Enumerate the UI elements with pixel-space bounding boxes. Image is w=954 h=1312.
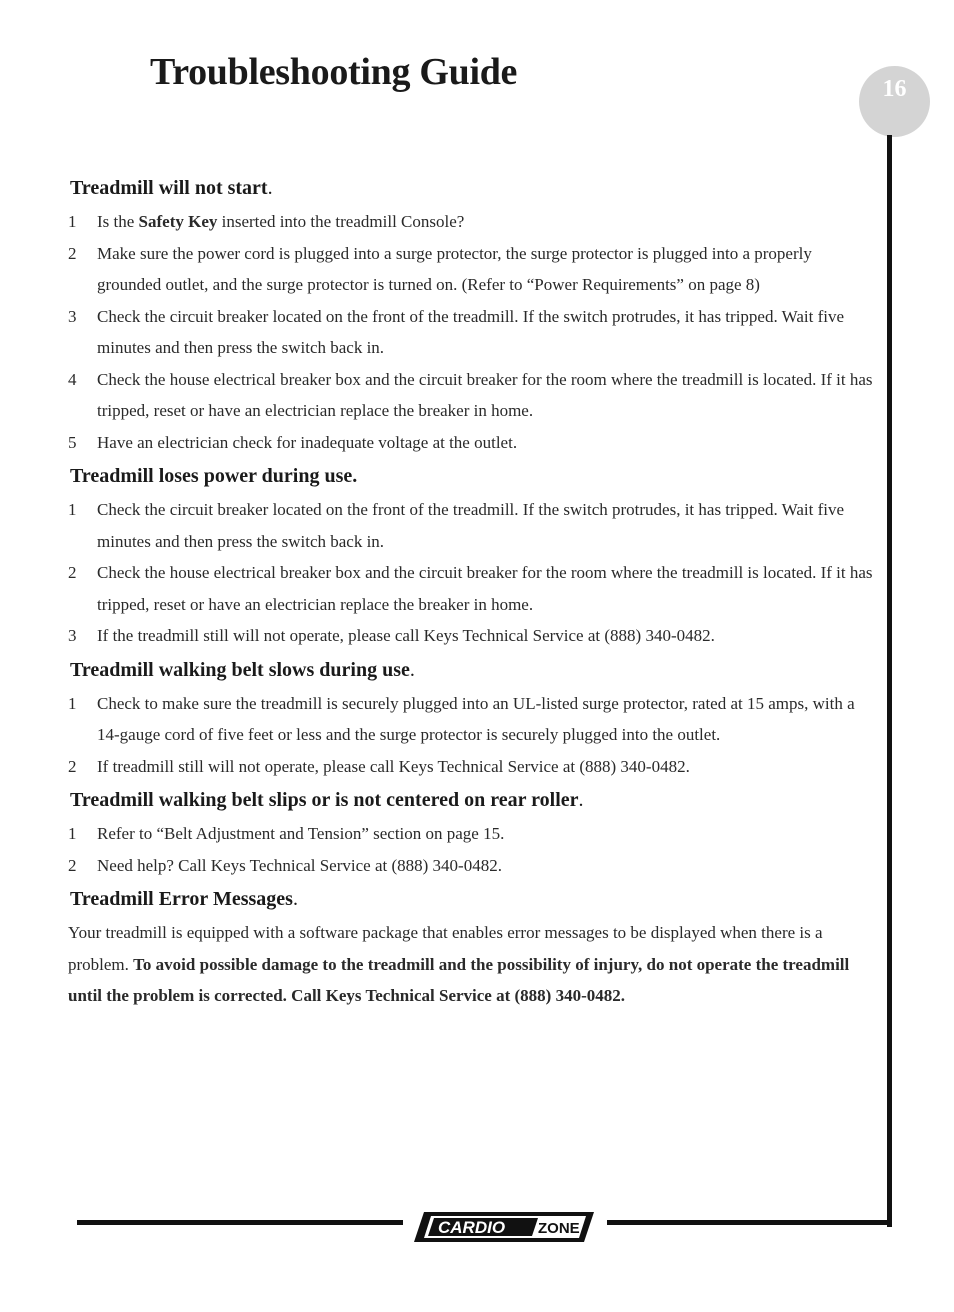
logo-text-zone: ZONE	[538, 1220, 580, 1237]
section-heading: Treadmill walking belt slows during use.	[70, 658, 415, 681]
error-messages-warning: To avoid possible damage to the treadmill and the possibility of injury, do not operate the treadmill until the problem is corrected. Call Keys Technical Service at (888) 340-0482.	[68, 954, 850, 1005]
page-number-badge: 16	[859, 66, 930, 137]
list-item: 2 Make sure the power cord is plugged into a surge protector, the surge protector is plugged into a properly grounded outlet, and the surge protector is turned on. (Refer to “Power Requirements” on page 8)	[68, 238, 880, 301]
step-number: 2	[68, 855, 77, 875]
step-number: 1	[68, 500, 77, 519]
section-heading: Treadmill loses power during use.	[70, 465, 358, 487]
step-number: 1	[68, 693, 77, 713]
document-body	[68, 170, 880, 1012]
cardiozone-logo	[414, 1212, 594, 1242]
list-item: 2 If treadmill still will not operate, please call Keys Technical Service at (888) 340-0482.	[68, 751, 880, 783]
step-number: 2	[68, 563, 77, 582]
list-item: 2 Need help? Call Keys Technical Service at (888) 340-0482.	[68, 850, 880, 882]
step-number: 1	[68, 824, 77, 843]
footer-rule-right	[607, 1220, 892, 1225]
section-heading: Treadmill Error Messages.	[70, 888, 298, 910]
step-number: 1	[68, 212, 77, 231]
list-item: 1 Is the Safety Key inserted into the treadmill Console?	[68, 206, 880, 238]
section-loses-power	[68, 458, 880, 652]
section-belt-slows	[68, 652, 880, 783]
step-list	[68, 818, 880, 881]
error-messages-intro: Your treadmill is equipped with a software package that enables error messages to be displayed when there is a problem.	[68, 923, 823, 974]
step-number: 5	[68, 432, 77, 452]
list-item: 3 If the treadmill still will not operate, please call Keys Technical Service at (888) 340-0482.	[68, 620, 880, 652]
step-number: 4	[68, 369, 77, 389]
section-error-messages	[68, 881, 880, 1012]
list-item: 1 Check the circuit breaker located on the front of the treadmill. If the switch protrudes, it has tripped. Wait five minutes and then press the switch back in.	[68, 494, 880, 557]
section-heading: Treadmill walking belt slips or is not centered on rear roller.	[70, 789, 584, 811]
step-number: 2	[68, 243, 77, 263]
section-heading: Treadmill will not start.	[70, 177, 273, 199]
logo-text-cardio: CARDIO	[438, 1218, 506, 1237]
list-item: 4 Check the house electrical breaker box and the circuit breaker for the room where the treadmill is located. If it has tripped, reset or have an electrician replace the breaker in home.	[68, 364, 880, 427]
safety-key-term: Safety Key	[138, 212, 218, 231]
footer-rule-left	[77, 1220, 403, 1225]
step-number: 3	[68, 306, 77, 326]
page-title: Troubleshooting Guide	[150, 51, 518, 93]
step-list	[68, 688, 880, 783]
list-item: 5 Have an electrician check for inadequate voltage at the outlet.	[68, 427, 880, 459]
list-item: 2 Check the house electrical breaker box and the circuit breaker for the room where the treadmill is located. If it has tripped, reset or have an electrician replace the breaker in home.	[68, 557, 880, 620]
list-item: 3 Check the circuit breaker located on the front of the treadmill. If the switch protrudes, it has tripped. Wait five minutes and then press the switch back in.	[68, 301, 880, 364]
section-will-not-start	[68, 170, 880, 458]
step-number: 3	[68, 626, 77, 645]
error-messages-paragraph	[68, 917, 880, 1012]
step-list	[68, 206, 880, 458]
step-number: 2	[68, 756, 77, 776]
list-item: 1 Refer to “Belt Adjustment and Tension” section on page 15.	[68, 818, 880, 850]
list-item: 1 Check to make sure the treadmill is securely plugged into an UL-listed surge protector, rated at 15 amps, with a 14-gauge cord of five feet or less and the surge protector is securely plugged into the outlet.	[68, 688, 880, 751]
right-border-rule	[887, 135, 892, 1227]
step-list	[68, 494, 880, 652]
section-belt-slips	[68, 782, 880, 881]
